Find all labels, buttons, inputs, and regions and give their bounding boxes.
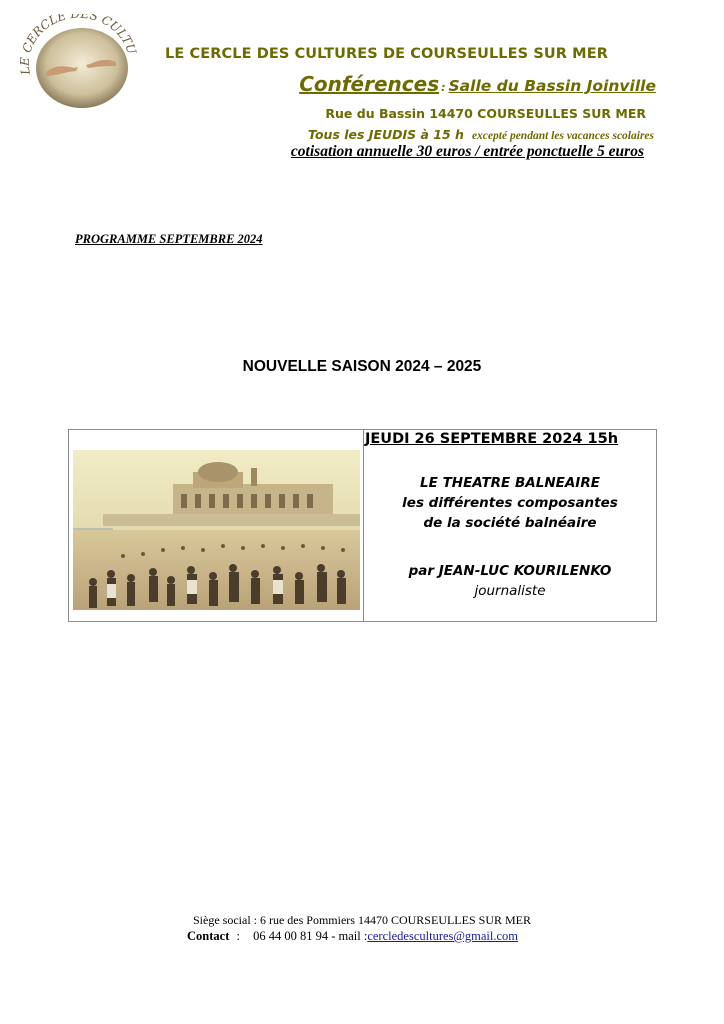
event-title: LE THEATRE BALNEAIRE [420, 475, 600, 491]
venue-name: Salle du Bassin Joinville [448, 77, 656, 95]
conferences-colon: : [441, 81, 446, 94]
email-link[interactable]: cercledescultures@gmail.com [367, 929, 519, 943]
club-logo [16, 14, 140, 112]
programme-heading: PROGRAMME SEPTEMBRE 2024 [75, 232, 263, 246]
event-date: JEUDI 26 SEPTEMBRE 2024 15h [365, 431, 619, 447]
schedule-note: excepté pendant les vacances scolaires [471, 130, 654, 142]
phone-number: 06 44 00 81 94 [253, 929, 329, 943]
event-subtitle-line1: les différentes composantes [402, 495, 618, 511]
membership-fees: cotisation annuelle 30 euros / entrée ponctuelle 5 euros [290, 143, 644, 160]
conferences-title: Conférences [299, 72, 440, 96]
conference-line [299, 72, 656, 96]
season-heading: NOUVELLE SAISON 2024 – 2025 [242, 358, 482, 375]
mail-label: - mail : [331, 929, 368, 943]
contact-separator: : [236, 929, 240, 943]
schedule-line [308, 124, 654, 143]
event-divider [363, 430, 364, 621]
speaker-role: journaliste [474, 583, 546, 599]
organization-name: LE CERCLE DES CULTURES DE COURSEULLES SUR MER [165, 46, 608, 62]
schedule-text: Tous les JEUDIS à 15 h [308, 127, 464, 142]
event-speaker: par JEAN-LUC KOURILENKO [408, 563, 612, 579]
beach-photo [73, 450, 360, 610]
logo-text: LE CERCLE ES CULTU [17, 14, 139, 76]
contact-label: Contact [187, 929, 230, 943]
headquarters-address: Siège social : 6 rue des Pommiers 14470 COURSEULLES SUR MER [193, 913, 531, 927]
venue-address: Rue du Bassin 14470 COURSEULLES SUR MER [325, 106, 646, 121]
event-card [68, 429, 657, 622]
contact-line [187, 929, 518, 944]
event-subtitle-line2: de la société balnéaire [423, 515, 597, 531]
